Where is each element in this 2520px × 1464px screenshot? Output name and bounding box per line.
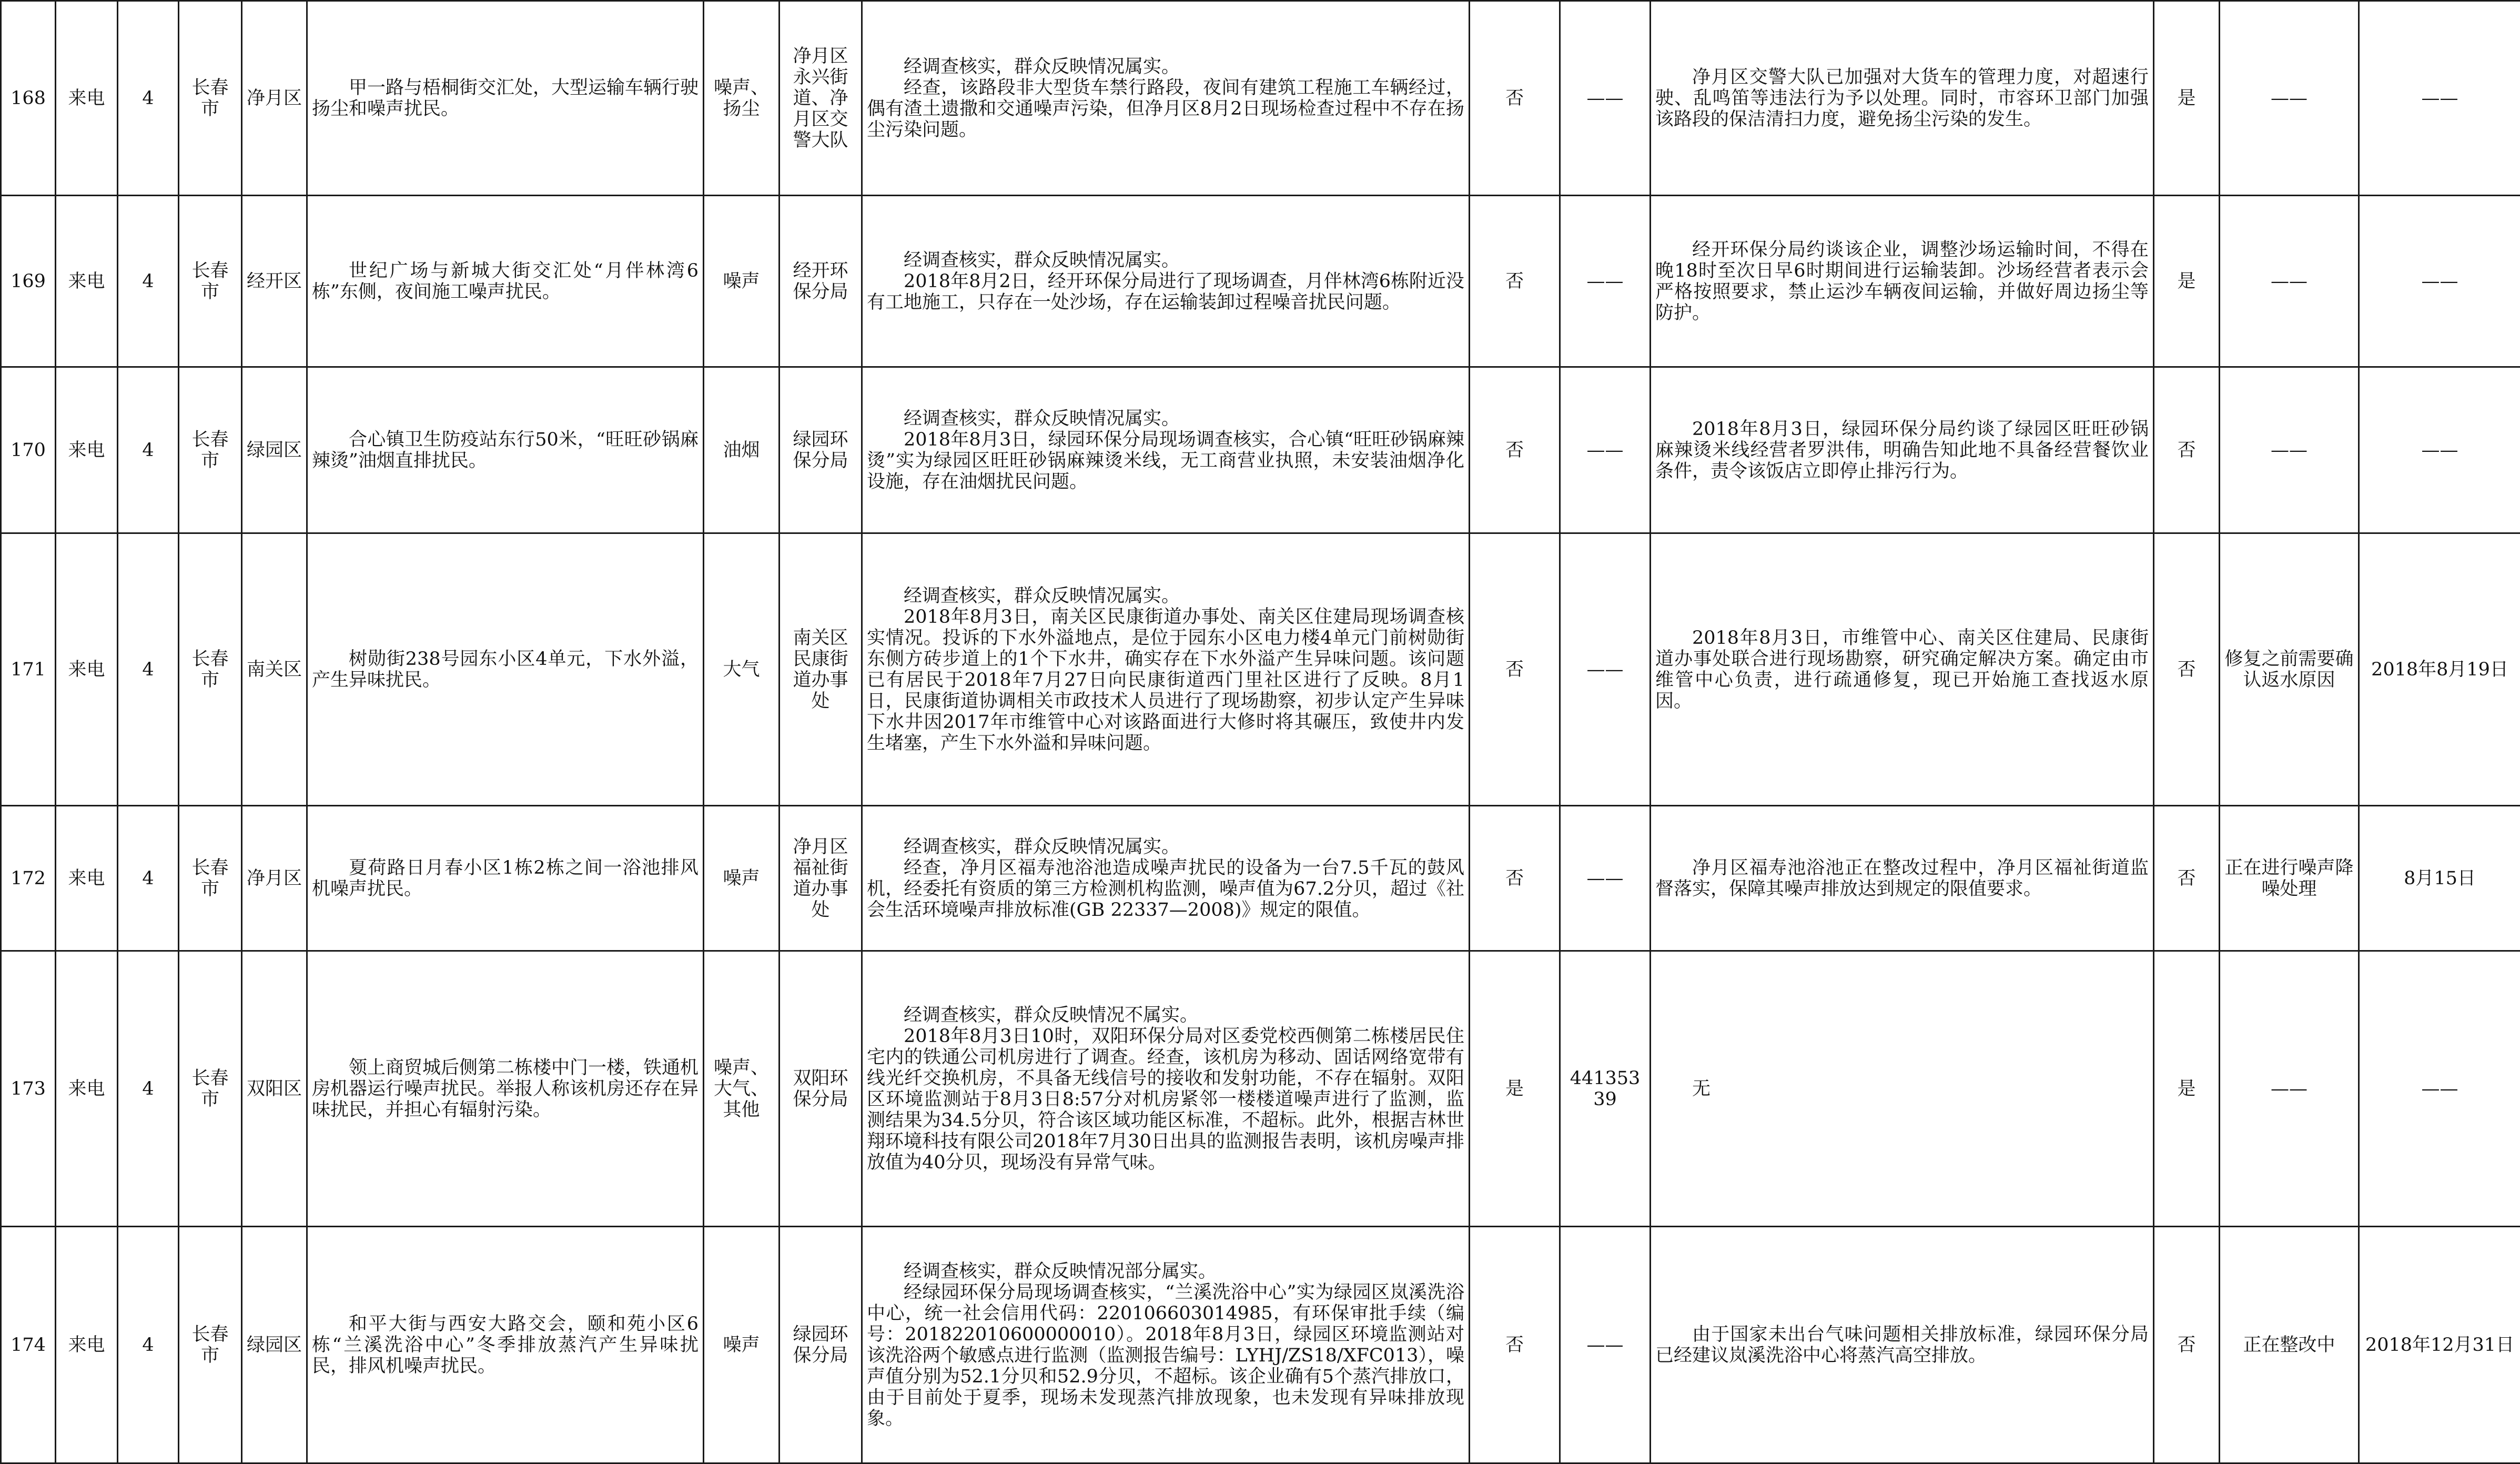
handling-unit-cell: 绿园环保分局: [780, 1227, 862, 1463]
investigation-findings-cell: [862, 1, 1470, 196]
city-cell: 长春市: [179, 951, 242, 1227]
penalty-amount-cell: ——: [1560, 1, 1651, 196]
findings-verdict: 经调查核实，群众反映情况部分属实。: [867, 1261, 1464, 1282]
complaint-content-cell: 领上商贸城后侧第二栋楼中门一楼，铁通机房机器运行噪声扰民。举报人称该机房还存在异味扰民，并担心有辐射污染。: [307, 951, 704, 1227]
table-row: [1, 1, 2520, 196]
rectification-actions-cell: 2018年8月3日，绿园环保分局约谈了绿园区旺旺砂锅麻辣烫米线经营者罗洪伟，明确告知此地不具备经营餐饮业条件，责令该饭店立即停止排污行为。: [1651, 367, 2154, 533]
penalty-amount-cell: ——: [1560, 196, 1651, 367]
findings-verdict: 经调查核实，群众反映情况属实。: [867, 250, 1464, 271]
deadline-cell: ——: [2359, 196, 2520, 367]
penalty-flag-cell: 否: [1470, 1227, 1560, 1463]
city-cell: 长春市: [179, 196, 242, 367]
district-cell: 双阳区: [242, 951, 307, 1227]
complaint-source-cell: 来电: [56, 1227, 118, 1463]
batch-cell: 4: [118, 367, 179, 533]
batch-cell: 4: [118, 196, 179, 367]
table-row: [1, 196, 2520, 367]
penalty-amount-cell: ——: [1560, 533, 1651, 806]
findings-verdict: 经调查核实，群众反映情况属实。: [867, 408, 1464, 429]
deadline-cell: ——: [2359, 1, 2520, 196]
row-number-cell: 173: [1, 951, 56, 1227]
table-row: [1, 806, 2520, 951]
findings-verdict: 经调查核实，群众反映情况属实。: [867, 56, 1464, 77]
deadline-cell: ——: [2359, 367, 2520, 533]
pollution-category-cell: 噪声: [704, 196, 780, 367]
pollution-category-cell: 噪声、大气、其他: [704, 951, 780, 1227]
district-cell: 南关区: [242, 533, 307, 806]
incomplete-reason-cell: ——: [2220, 196, 2359, 367]
batch-cell: 4: [118, 1227, 179, 1463]
penalty-amount-cell: ——: [1560, 806, 1651, 951]
batch-cell: 4: [118, 951, 179, 1227]
rectification-actions-cell: 净月区福寿池浴池正在整改过程中，净月区福祉街道监督落实，保障其噪声排放达到规定的限值要求。: [1651, 806, 2154, 951]
complaint-content-cell: 合心镇卫生防疫站东行50米，“旺旺砂锅麻辣烫”油烟直排扰民。: [307, 367, 704, 533]
penalty-flag-cell: 是: [1470, 951, 1560, 1227]
completion-status-cell: 否: [2154, 367, 2220, 533]
penalty-flag-cell: 否: [1470, 806, 1560, 951]
district-cell: 经开区: [242, 196, 307, 367]
handling-unit-cell: 经开环保分局: [780, 196, 862, 367]
table-row: [1, 1227, 2520, 1463]
rectification-actions-cell: 净月区交警大队已加强对大货车的管理力度，对超速行驶、乱鸣笛等违法行为予以处理。同时，市容环卫部门加强该路段的保洁清扫力度，避免扬尘污染的发生。: [1651, 1, 2154, 196]
city-cell: 长春市: [179, 1, 242, 196]
penalty-amount-cell: ——: [1560, 367, 1651, 533]
complaint-source-cell: 来电: [56, 1, 118, 196]
findings-detail: 经查，净月区福寿池浴池造成噪声扰民的设备为一台7.5千瓦的鼓风机，经委托有资质的第三方检测机构监测，噪声值为67.2分贝，超过《社会生活环境噪声排放标准(GB 22337—2008)》规定的限值。: [867, 857, 1464, 921]
handling-unit-cell: 双阳环保分局: [780, 951, 862, 1227]
penalty-amount-cell: ——: [1560, 1227, 1651, 1463]
pollution-category-cell: 大气: [704, 533, 780, 806]
completion-status-cell: 否: [2154, 806, 2220, 951]
deadline-cell: 2018年8月19日: [2359, 533, 2520, 806]
complaint-source-cell: 来电: [56, 951, 118, 1227]
city-cell: 长春市: [179, 1227, 242, 1463]
findings-detail: 经绿园环保分局现场调查核实，“兰溪洗浴中心”实为绿园区岚溪洗浴中心，统一社会信用代码：220106603014985，有环保审批手续（编号：201822010600000010）。2018年8月3日，绿园区环境监测站对该洗浴两个敏感点进行监测（监测报告编号：LYHJ/ZS18/XFC013），噪声值分别为52.1分贝和52.9分贝，不超标。该企业确有5个蒸汽排放口，由于目前处于夏季，现场未发现蒸汽排放现象，也未发现有异味排放现象。: [867, 1282, 1464, 1429]
district-cell: 净月区: [242, 1, 307, 196]
incomplete-reason-cell: ——: [2220, 367, 2359, 533]
penalty-flag-cell: 否: [1470, 1, 1560, 196]
table-row: [1, 367, 2520, 533]
handling-unit-cell: 净月区永兴街道、净月区交警大队: [780, 1, 862, 196]
findings-detail: 经查，该路段非大型货车禁行路段，夜间有建筑工程施工车辆经过，偶有渣土遗撒和交通噪声污染，但净月区8月2日现场检查过程中不存在扬尘污染问题。: [867, 77, 1464, 140]
deadline-cell: 8月15日: [2359, 806, 2520, 951]
row-number-cell: 169: [1, 196, 56, 367]
complaint-source-cell: 来电: [56, 806, 118, 951]
investigation-findings-cell: [862, 367, 1470, 533]
investigation-findings-cell: [862, 806, 1470, 951]
batch-cell: 4: [118, 533, 179, 806]
complaint-source-cell: 来电: [56, 196, 118, 367]
findings-detail: 2018年8月3日10时，双阳环保分局对区委党校西侧第二栋楼居民住宅内的铁通公司机房进行了调查。经查，该机房为移动、固话网络宽带有线光纤交换机房，不具备无线信号的接收和发射功能，不存在辐射。双阳区环境监测站于8月3日8:57分对机房紧邻一楼楼道噪声进行了监测，监测结果为34.5分贝，符合该区域功能区标准，不超标。此外，根据吉林世翔环境科技有限公司2018年7月30日出具的监测报告表明，该机房噪声排放值为40分贝，现场没有异常气味。: [867, 1026, 1464, 1173]
handling-unit-cell: 绿园环保分局: [780, 367, 862, 533]
city-cell: 长春市: [179, 806, 242, 951]
city-cell: 长春市: [179, 533, 242, 806]
handling-unit-cell: 南关区民康街道办事处: [780, 533, 862, 806]
incomplete-reason-cell: ——: [2220, 1, 2359, 196]
findings-verdict: 经调查核实，群众反映情况属实。: [867, 836, 1464, 857]
incomplete-reason-cell: 正在整改中: [2220, 1227, 2359, 1463]
table-row: [1, 951, 2520, 1227]
row-number-cell: 168: [1, 1, 56, 196]
district-cell: 绿园区: [242, 1227, 307, 1463]
findings-verdict: 经调查核实，群众反映情况不属实。: [867, 1005, 1464, 1026]
rectification-actions-cell: 由于国家未出台气味问题相关排放标准，绿园环保分局已经建议岚溪洗浴中心将蒸汽高空排放。: [1651, 1227, 2154, 1463]
deadline-cell: 2018年12月31日: [2359, 1227, 2520, 1463]
incomplete-reason-cell: 正在进行噪声降噪处理: [2220, 806, 2359, 951]
pollution-category-cell: 噪声、扬尘: [704, 1, 780, 196]
completion-status-cell: 否: [2154, 533, 2220, 806]
pollution-category-cell: 噪声: [704, 1227, 780, 1463]
district-cell: 净月区: [242, 806, 307, 951]
penalty-flag-cell: 否: [1470, 533, 1560, 806]
complaint-content-cell: 和平大街与西安大路交会，颐和苑小区6栋“兰溪洗浴中心”冬季排放蒸汽产生异味扰民，排风机噪声扰民。: [307, 1227, 704, 1463]
rectification-actions-cell: 无: [1651, 951, 2154, 1227]
findings-verdict: 经调查核实，群众反映情况属实。: [867, 585, 1464, 607]
rectification-actions-cell: 经开环保分局约谈该企业，调整沙场运输时间，不得在晚18时至次日早6时期间进行运输装卸。沙场经营者表示会严格按照要求，禁止运沙车辆夜间运输，并做好周边扬尘等防护。: [1651, 196, 2154, 367]
findings-detail: 2018年8月2日，经开环保分局进行了现场调查，月伴林湾6栋附近没有工地施工，只存在一处沙场，存在运输装卸过程噪音扰民问题。: [867, 271, 1464, 313]
city-cell: 长春市: [179, 367, 242, 533]
deadline-cell: ——: [2359, 951, 2520, 1227]
investigation-findings-cell: [862, 1227, 1470, 1463]
batch-cell: 4: [118, 1, 179, 196]
investigation-findings-cell: [862, 533, 1470, 806]
penalty-flag-cell: 否: [1470, 196, 1560, 367]
complaint-content-cell: 树勋街238号园东小区4单元，下水外溢，产生异味扰民。: [307, 533, 704, 806]
completion-status-cell: 否: [2154, 1227, 2220, 1463]
complaint-content-cell: 甲一路与梧桐街交汇处，大型运输车辆行驶扬尘和噪声扰民。: [307, 1, 704, 196]
incomplete-reason-cell: 修复之前需要确认返水原因: [2220, 533, 2359, 806]
row-number-cell: 172: [1, 806, 56, 951]
investigation-findings-cell: [862, 951, 1470, 1227]
pollution-category-cell: 油烟: [704, 367, 780, 533]
row-number-cell: 170: [1, 367, 56, 533]
complaint-content-cell: 世纪广场与新城大街交汇处“月伴林湾6栋”东侧，夜间施工噪声扰民。: [307, 196, 704, 367]
row-number-cell: 171: [1, 533, 56, 806]
completion-status-cell: 是: [2154, 1, 2220, 196]
batch-cell: 4: [118, 806, 179, 951]
penalty-amount-cell: 44135339: [1560, 951, 1651, 1227]
table-row: [1, 533, 2520, 806]
district-cell: 绿园区: [242, 367, 307, 533]
incomplete-reason-cell: ——: [2220, 951, 2359, 1227]
findings-detail: 2018年8月3日，绿园环保分局现场调查核实，合心镇“旺旺砂锅麻辣烫”实为绿园区旺旺砂锅麻辣烫米线，无工商营业执照，未安装油烟净化设施，存在油烟扰民问题。: [867, 429, 1464, 492]
completion-status-cell: 是: [2154, 951, 2220, 1227]
penalty-flag-cell: 否: [1470, 367, 1560, 533]
complaint-source-cell: 来电: [56, 367, 118, 533]
complaint-source-cell: 来电: [56, 533, 118, 806]
completion-status-cell: 是: [2154, 196, 2220, 367]
rectification-actions-cell: 2018年8月3日，市维管中心、南关区住建局、民康街道办事处联合进行现场勘察，研究确定解决方案。确定由市维管中心负责，进行疏通修复，现已开始施工查找返水原因。: [1651, 533, 2154, 806]
complaint-content-cell: 夏荷路日月春小区1栋2栋之间一浴池排风机噪声扰民。: [307, 806, 704, 951]
pollution-category-cell: 噪声: [704, 806, 780, 951]
investigation-findings-cell: [862, 196, 1470, 367]
findings-detail: 2018年8月3日，南关区民康街道办事处、南关区住建局现场调查核实情况。投诉的下水外溢地点，是位于园东小区电力楼4单元门前树勋街东侧方砖步道上的1个下水井，确实存在下水外溢产生异味问题。该问题已有居民于2018年7月27日向民康街道西门里社区进行了反映。8月1日，民康街道协调相关市政技术人员进行了现场勘察，初步认定产生异味下水井因2017年市维管中心对该路面进行大修时将其碾压，致使井内发生堵塞，产生下水外溢和异味问题。: [867, 607, 1464, 754]
row-number-cell: 174: [1, 1227, 56, 1463]
handling-unit-cell: 净月区福祉街道办事处: [780, 806, 862, 951]
